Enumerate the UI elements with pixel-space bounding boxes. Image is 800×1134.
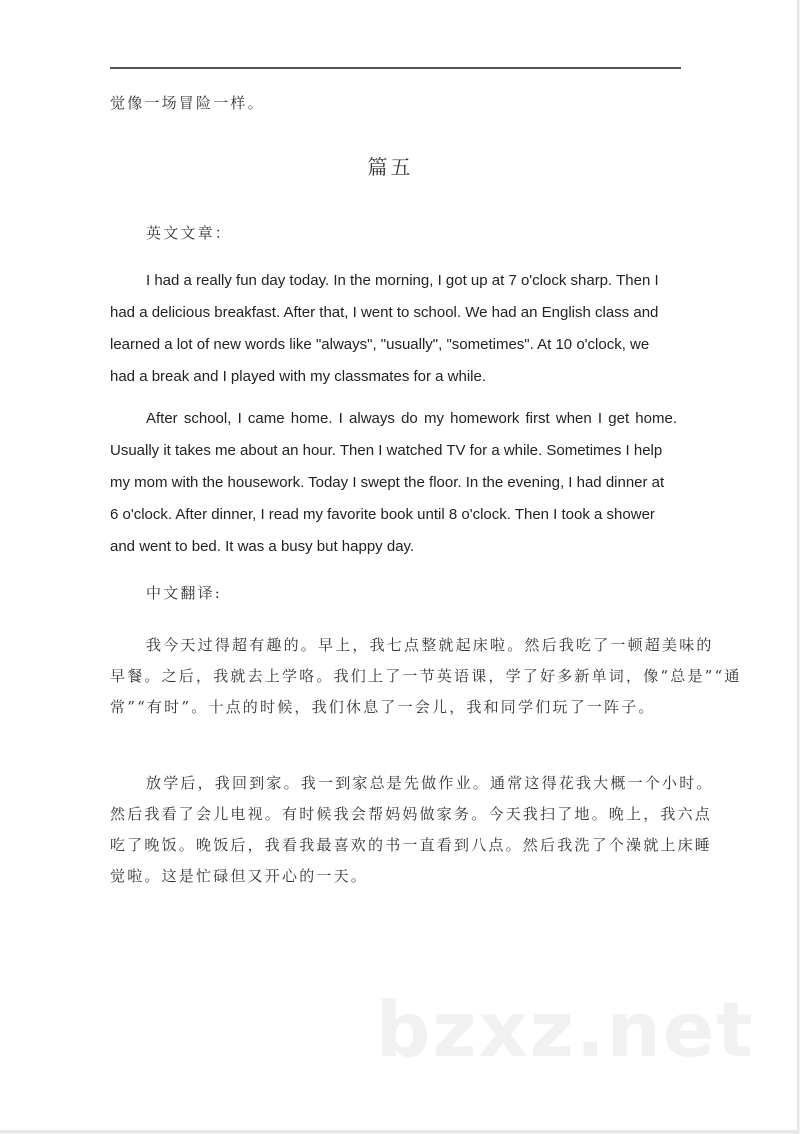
text-line: and went to bed. It was a busy but happy day. <box>110 538 415 555</box>
text-line: learned a lot of new words like "always", "usually", "sometimes". At 10 o'clock, we <box>110 336 650 353</box>
text-line: Usually it takes me about an hour. Then I watched TV for a while. Sometimes I help <box>110 442 663 459</box>
text-line: my mom with the housework. Today I swept the floor. In the evening, I had dinner at <box>110 474 665 491</box>
text-line: 早餐。之后，我就去上学咯。我们上了一节英语课，学了好多新单词，像“总是”“通 <box>110 667 742 685</box>
text-line: 觉啦。这是忙碌但又开心的一天。 <box>110 867 369 885</box>
text-line: had a break and I played with my classmates for a while. <box>110 368 487 385</box>
header-rule <box>110 67 681 69</box>
english-article-label: 英文文章： <box>146 224 233 242</box>
text-line: 我今天过得超有趣的。早上，我七点整就起床啦。然后我吃了一顿超美味的 <box>146 636 714 654</box>
chinese-translation-label: 中文翻译: <box>146 584 223 602</box>
text-line: 然后我看了会儿电视。有时候我会帮妈妈做家务。今天我扫了地。晚上，我六点 <box>110 805 713 823</box>
text-line: After school, I came home. I always do my homework first when I get home. <box>146 410 677 427</box>
text-line: I had a really fun day today. In the morning, I got up at 7 o'clock sharp. Then I <box>146 272 659 289</box>
text-line: 常”“有时”。十点的时候，我们休息了一会儿，我和同学们玩了一阵子。 <box>110 698 656 716</box>
text-line: 6 o'clock. After dinner, I read my favorite book until 8 o'clock. Then I took a shower <box>110 506 655 523</box>
text-line: had a delicious breakfast. After that, I went to school. We had an English class and <box>110 304 659 321</box>
text-line: 吃了晚饭。晚饭后，我看我最喜欢的书一直看到八点。然后我洗了个澡就上床睡 <box>110 836 713 854</box>
text-line: 放学后，我回到家。我一到家总是先做作业。通常这得花我大概一个小时。 <box>146 774 714 792</box>
section-title: 篇五 <box>367 155 414 179</box>
watermark: bzxz.net <box>376 985 755 1074</box>
continuation-text: 觉像一场冒险一样。 <box>110 94 265 112</box>
